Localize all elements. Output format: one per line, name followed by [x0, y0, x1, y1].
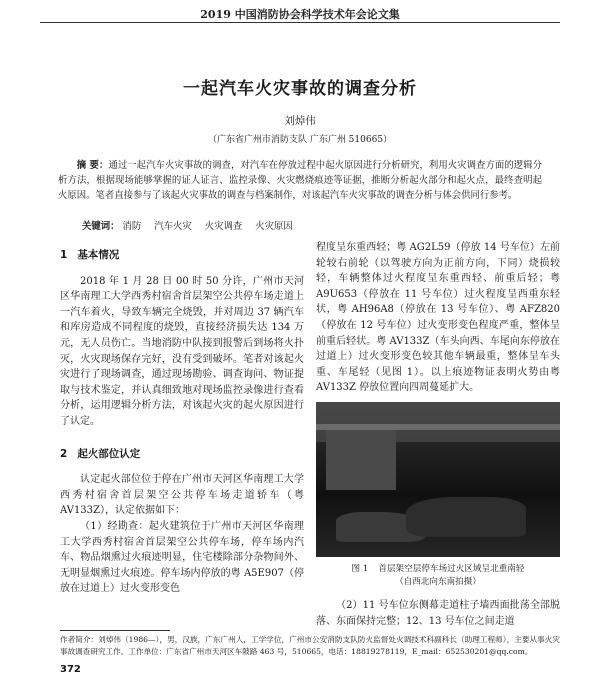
section-title: 基本情况 — [77, 249, 120, 261]
abstract-text: 通过一起汽车火灾事故的调查，对汽车在停放过程中起火原因进行分析研究，利用火灾调查方面的逻辑分析方法，根据现场能够掌握的证人证言、监控录像、火灾燃烧痕迹等证据，推断分析起火部分和起火点，最终查明起火原因。笔者直接参与了该起火灾事故的调查与档案制作，对该起汽车火灾事故的调查分析与体会供同行参考。 — [58, 160, 542, 201]
figure-caption-text: 首层架空层停车场过火区域呈北重南轻 — [378, 563, 525, 574]
keywords-label: 关键词： — [82, 221, 120, 232]
keyword: 汽车火灾 — [154, 221, 192, 232]
abstract — [58, 158, 542, 203]
keyword: 火灾调查 — [204, 221, 243, 232]
page-number: 372 — [60, 664, 81, 675]
figure-photo — [316, 402, 560, 557]
section-heading — [60, 447, 304, 463]
paragraph: （2）11 号车位东侧幕走道柱子墙西面批荡全部脱落、东面保持完整；12、13 号车位之间走道 — [316, 599, 560, 627]
keyword: 消防 — [122, 221, 142, 232]
paragraph: 程度呈东重西轻；粤 AG2L59（停放 14 号车位）左前轮较右前轮（以驾驶方向为正前方向，下同）烧损较轻，车辆整体过火程度呈东重西轻、前重后轻；粤 A9U653（停放在 11 号车位）过火程度呈西重东轻状，粤 AH96A8（停放在 13 号车位）、粤 AFZ820（停放在 12 号车位）过火变形变色程度严重，整体呈前重后轻状。粤 AV133Z（车头向西、车尾向东停放在过道上）过火变形变色较其他车辆最重，整体呈车头重、车尾轻（见图 1）。以上痕迹物证表明火势由粤 AV133Z 停放位置向四周蔓延扩大。 — [316, 242, 560, 394]
figure-number: 图 1 — [351, 563, 369, 574]
header-rule — [40, 22, 560, 23]
paragraph: 认定起火部位位于停在广州市天河区华南理工大学西秀村宿舍首层架空公共停车场走道轿车（粤 AV133Z），认定依据如下： — [60, 474, 304, 517]
footnote: 作者简介：刘焯伟（1986—），男，汉族，广东广州人，工学学位，广州市公安消防支队防火监督处火调技术科副科长（助理工程师），主要从事火灾事故调查研究工作。工作单位：广东省广州市天河区车陂路 463 号，510665，电话：18819278119，E_mail：652530201@qq.com。 — [60, 635, 560, 656]
section-number: 2 — [60, 447, 68, 460]
author-affiliation: （广东省广州市消防支队 广东广州 510665） — [207, 135, 393, 145]
paper-title: 一起汽车火灾事故的调查分析 — [183, 79, 417, 99]
figure-caption — [316, 563, 560, 589]
footnote-rule — [60, 630, 170, 631]
figure-caption-subtext: （自西北向东南拍摄） — [395, 576, 481, 587]
section-title: 起火部位认定 — [77, 447, 141, 460]
section-number: 1 — [60, 249, 68, 261]
paragraph: 2018 年 1 月 28 日 00 时 50 分许，广州市天河区华南理工大学西秀村宿舍首层架空公共停车场走道上一汽车着火，导致车辆完全烧毁，并对周边 37 辆汽车和库房造成不同程度的烧毁，直接经济损失达 134 万元，无人员伤亡。当地消防中队接到报警后到场将火扑灭，火灾现场保存完好，没有受到破坏。笔者对该起火灾进行了现场调查，通过现场勘验、调查询问、物证提取与技术鉴定，并认真细致地对现场监控录像进行查看分析，运用逻辑分析方法，对该起火灾的起火原因进行了认定。 — [60, 275, 304, 427]
keywords — [82, 219, 542, 234]
section-heading — [60, 248, 304, 264]
left-column — [60, 240, 304, 597]
right-column — [316, 240, 560, 629]
running-header: 2019 中国消防协会科学技术年会论文集 — [200, 8, 400, 21]
paragraph: （1）经勘查：起火建筑位于广州市天河区华南理工大学西秀村宿舍首层架空公共停车场，停车场内汽车、物品烟熏过火痕迹明显，住宅楼除部分杂物间外、无明显烟熏过火痕迹。停车场内停放的粤 A5E907（停放在过道上）过火变形变色 — [60, 520, 304, 595]
keyword: 火灾原因 — [255, 221, 293, 232]
abstract-label: 摘 要： — [76, 160, 109, 171]
author-name: 刘焯伟 — [284, 115, 316, 127]
